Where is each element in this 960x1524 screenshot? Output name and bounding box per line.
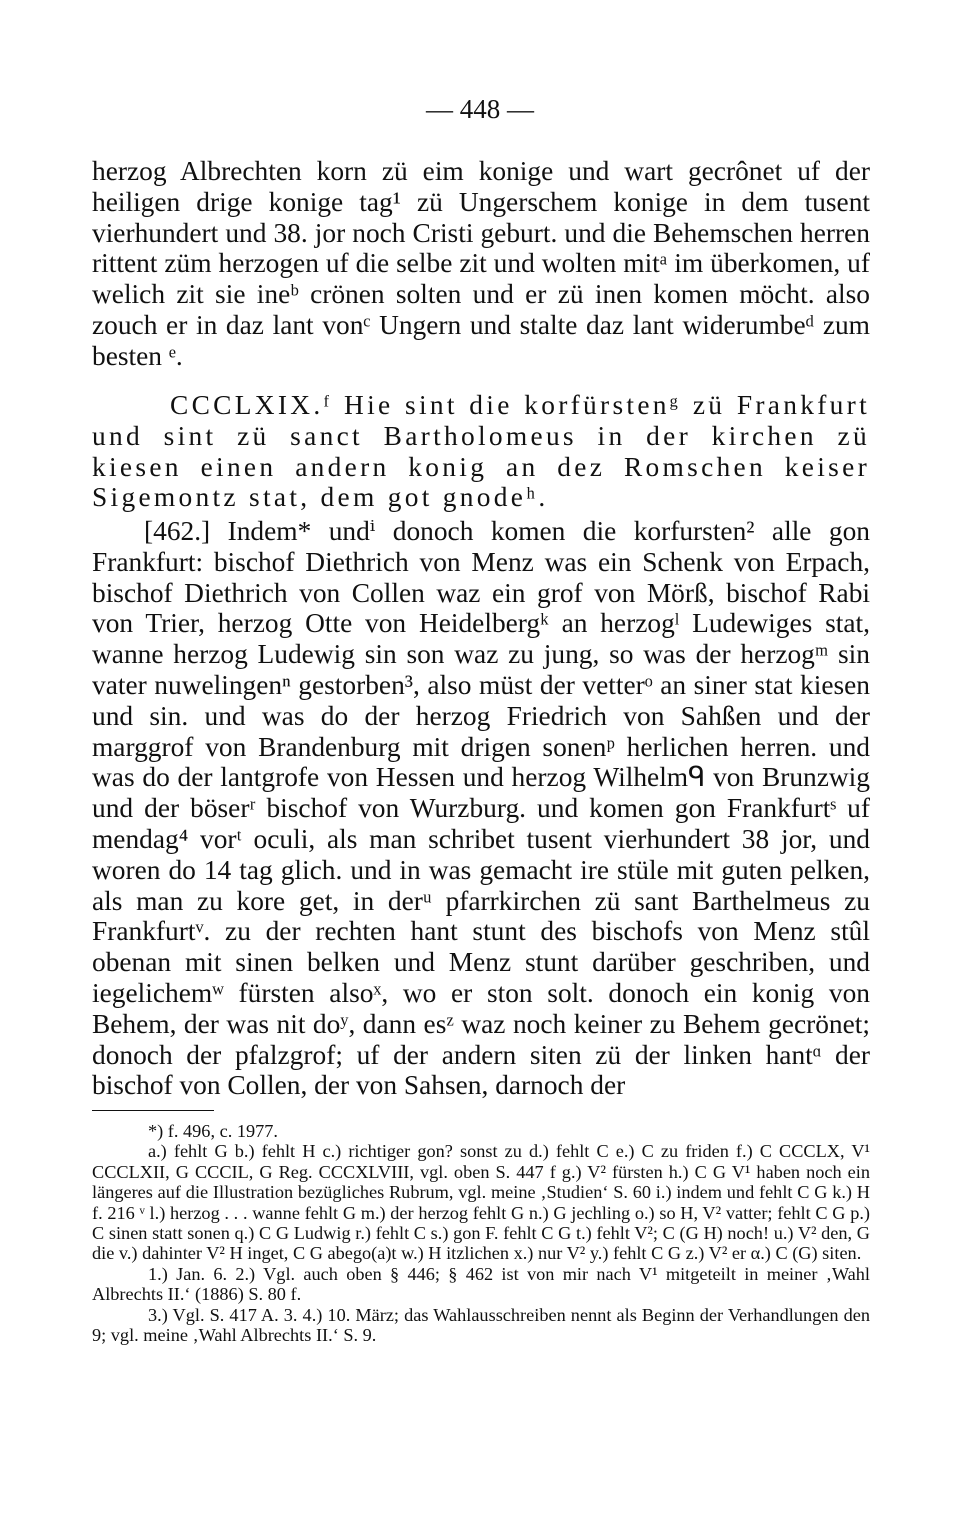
paragraph-text: herzog Albrechten korn zü eim konige und wart gecrônet uf der heiligen drige konige tag¹ zü Ungerschem konige in dem tusent vierhundert und 38. jor noch Cristi geburt. und die Behemschen herren rittent züm herzogen uf die selbe zit und wolten mitᵃ im überkomen, uf welich zit sie ineᵇ crönen solten und er zü inen komen möcht. also zouch er in daz lant vonᶜ Ungern und stalte daz lant widerumbeᵈ zum besten ᵉ. (92, 156, 870, 371)
body-paragraph-1 (92, 156, 870, 372)
body-paragraph-2 (92, 516, 870, 1101)
paragraph-text: [462.] Indem* undⁱ donoch komen die korfursten² alle gon Frankfurt: bischof Diethrich von Menz was ein Schenk von Erpach, bischof Diethrich von Collen waz ein grof von Mörß, bischof Rabi von Trier, herzog Otte von Heidelbergᵏ an herzogˡ Ludewiges stat, wanne herzog Ludewig sin son waz zu jung, so was der herzogᵐ sin vater nuwelingenⁿ gestorben³, also müst der vetterᵒ an siner stat kiesen und sin. und was do der herzog Friedrich von Sahßen und der marggrof von Brandenburg mit drigen sonenᵖ herlichen herren. und was do der lantgrofe von Hessen und herzog Wilhelmᑫ von Brunzwig und der böserʳ bischof von Wurzburg. und komen gon Frankfurtˢ uf mendag⁴ vorᵗ oculi, als man schribet tusent vierhundert 38 jor, und woren do 14 tag glich. und in was gemacht ire stüle mit guten pelken, als man zu kore get, in derᵘ pfarrkirchen zü sant Barthelmeus zu Frankfurtᵛ. zu der rechten hant stunt des bischofs von Menz stûl obenan mit sinen belken und Menz stunt darüber geschriben, und iegelichemʷ fürsten alsoˣ, wo er ston solt. donoch ein konig von Behem, der was nit doʸ, dann esᶻ waz noch keiner zu Behem gecrönet; donoch der pfalzgrof; uf der andern siten zü der linken hantᵅ der bischof von Collen, der von Sahsen, darnoch der (92, 516, 870, 1101)
page-number: — 448 — (426, 94, 534, 124)
footnotes (92, 1121, 870, 1345)
footnote-star: *) f. 496, c. 1977. (148, 1121, 278, 1141)
footnote-sources: a.) fehlt G b.) fehlt H c.) richtiger gon? sonst zu d.) fehlt C e.) C zu friden f.) C CCCLX, V¹ CCCLXII, G CCCIL, G Reg. CCCXLVIII, vgl. oben S. 447 f g.) V² fürsten h.) C G V¹ haben noch ein längeres auf die Illustration bezügliches Rubrum, vgl. meine ‚Studien‘ S. 60 i.) indem und fehlt C G k.) H f. 216 ᵛ l.) herzog . . . wanne fehlt G m.) der herzog fehlt G n.) G jechling o.) so H, V² vatter; fehlt C G p.) C sinen statt sonen q.) C G Ludwig r.) fehlt C s.) gon F. fehlt C G t.) fehlt V²; C (G H) noch! u.) V² den, G die v.) dahinter V² H inget, C G abego(a)t w.) H itzlichen x.) nur V² y.) fehlt C G z.) V² er α.) C (G) siten. (92, 1141, 870, 1264)
footnote-numbered-2: 3.) Vgl. S. 417 A. 3. 4.) 10. März; das Wahlausschreiben nennt als Beginn der Verhandlungen den 9; vgl. meine ‚Wahl Albrechts II.‘ S. 9. (92, 1304, 870, 1346)
heading-text: CCCLXIX.ᶠ Hie sint die korfürstenᵍ zü Frankfurt und sint zü sanct Bartholomeus in der kirchen zü kiesen einen andern konig an dez Romschen keiser Sigemontz stat, dem got gnodeʰ. (92, 390, 870, 513)
footnote-numbered-1: 1.) Jan. 6. 2.) Vgl. auch oben § 446; § 462 ist von mir nach V¹ mitgeteilt in meiner ‚Wahl Albrechts II.‘ (1886) S. 80 f. (92, 1263, 870, 1305)
chapter-heading (92, 390, 870, 513)
footnote-rule (92, 1110, 214, 1111)
